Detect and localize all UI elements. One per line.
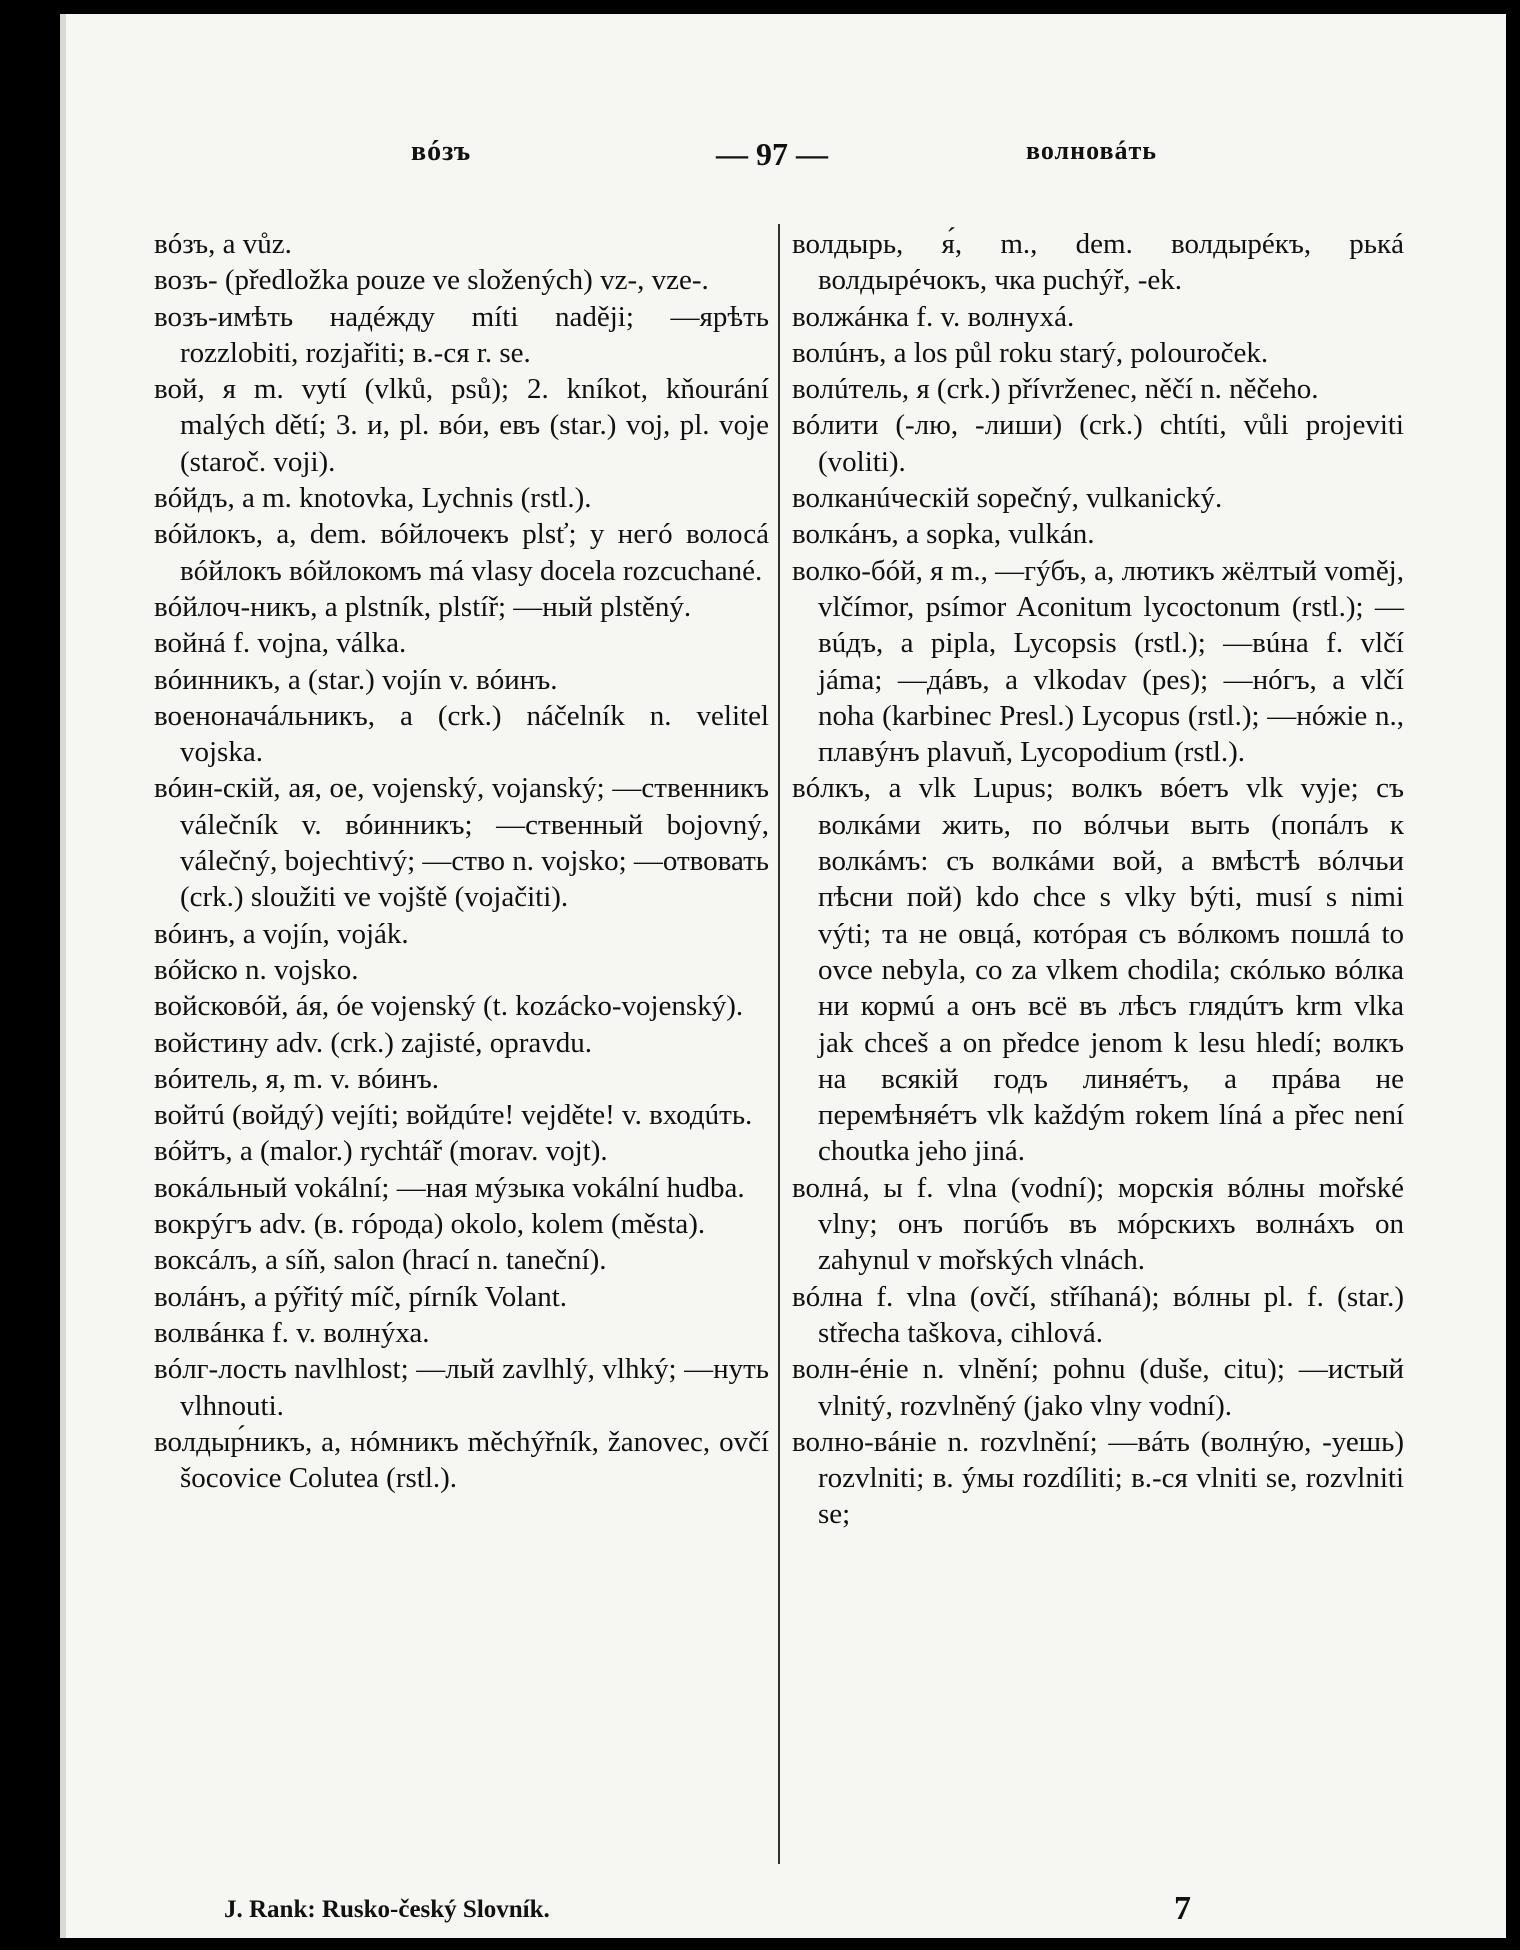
entry: волканúческій sopečný, vulkanický. — [792, 482, 1223, 515]
entry: вóлити (-лю, -лиши) (crk.) chtíti, vůli projeviti (voliti). — [792, 409, 1404, 478]
entry: возъ-имѣть надéжду míti naději; —ярѣть rozzlobiti, rozjařiti; в.-ся r. se. — [154, 300, 769, 369]
entry: вокáльный vokální; —ная мýзыка vokální hudba. — [154, 1171, 745, 1204]
entry: вóитель, я, m. v. вóинъ. — [154, 1062, 439, 1095]
footer-signature: J. Rank: Rusko-český Slovník. — [224, 1896, 550, 1923]
running-header — [66, 136, 1506, 186]
entry: волко-бóй, я m., —гýбъ, а, лютикъ жёлтый voměj, vlčímor, psímor Aconitum lycoctonum (rstl.); —вúдъ, а pipla, Lycopsis (rstl.); —вúна f. vlčí jáma; —дáвъ, а vlkodav (pes); —нóгъ, а vlčí noha (karbinec Presl.) Lycopus (rstl.); —нóжіе n., плавýнъ plavuň, Lycopodium (rstl.). — [792, 554, 1404, 769]
entry: вой, я m. vytí (vlků, psů); 2. kníkot, kňourání malých dětí; 3. и, pl. вóи, евъ (star.) voj, pl. voje (staroč. voji). — [154, 373, 769, 478]
entry: военоначáльникъ, а (crk.) náčelník n. velitel vojska. — [154, 699, 769, 769]
entry: войсковóй, áя, óе vojenský (t. kozácko-vojenský). — [154, 990, 744, 1023]
entry: вóйлокъ, а, dem. вóйлочекъ plsť; у негó волосá вóйлокъ вóйлокомъ má vlasy docela rozcuchané. — [154, 518, 769, 587]
entry: вóинъ, а vojín, voják. — [154, 917, 409, 950]
entry: волнá, ы f. vlna (vodní); морскія вóлны mořské vlny; онъ погúбъ въ мóрскихъ волнáхъ on zahynul v mořských vlnách. — [792, 1171, 1404, 1277]
entry: вóлг-лость navlhlost; —лый zavlhlý, vlhký; —нуть vlhnouti. — [154, 1353, 769, 1422]
entry: волно-вáніе n. rozvlnění; —вáть (волнýю, -уешь) rozvlniti; в. ýмы rozdíliti; в.-ся vlniti se, rozvlniti se; — [792, 1425, 1404, 1531]
entry: вóйлоч-никъ, а plstník, plstíř; —ный plstěný. — [154, 590, 692, 623]
entry: волжáнка f. v. волнухá. — [792, 300, 1075, 333]
entry: войстину adv. (crk.) zajisté, opravdu. — [154, 1026, 593, 1059]
entry: волдыр́никъ, а, нóмникъ měchýřník, žanovec, ovčí šocovice Colutea (rstl.). — [154, 1425, 769, 1495]
header-left-guideword: вóзъ — [411, 136, 472, 167]
entry: волúтель, я (crk.) přívrženec, něčí n. něčeho. — [792, 373, 1319, 406]
entry: вóйдъ, а m. knotovka, Lychnis (rstl.). — [154, 482, 592, 515]
entry: волúнъ, а los půl roku starý, polouroček. — [792, 336, 1269, 369]
entry: вóйско n. vojsko. — [154, 953, 359, 986]
dictionary-page — [60, 14, 1506, 1938]
right-column — [792, 226, 1404, 1533]
entry: воксáлъ, а síň, salon (hrací n. taneční). — [154, 1244, 607, 1277]
entry: вóзъ, а vůz. — [154, 228, 292, 260]
entry: вокрýгъ adv. (в. гóрода) okolo, kolem (města). — [154, 1208, 706, 1241]
page-number-header: — 97 — — [716, 136, 828, 172]
column-divider — [778, 224, 780, 1864]
entry: войнá f. vojna, válka. — [154, 627, 407, 660]
entry: вóлкъ, а vlk Lupus; волкъ вóетъ vlk vyje; съ волкáми жить, по вóлчьи выть (попáлъ к волкáмъ: съ волкáми вой, а вмѣстѣ вóлчьи пѣсни пой) kdo chce s vlky býti, musí s nimi výti; та не овцá, котóрая съ вóлкомъ пошлá to ovce nebyla, co za vlkem chodila; скóлько вóлка ни кормú а онъ всё въ лѣсъ глядúтъ krm vlka jak chceš a on předce jenom k lesu hledí; волкъ на всякій годъ линяéтъ, а прáва не перемѣняéтъ vlk každým rokem líná a přec není choutka jeho jiná. — [792, 772, 1404, 1168]
entry: вóин-скій, ая, ое, vojenský, vojanský; —ственникъ válečník v. вóинникъ; —ственный bojovný, válečný, bojechtivý; —ство n. vojsko; —отвовать (crk.) sloužiti ve vojště (vojačiti). — [154, 772, 769, 914]
header-right-guideword: волновáть — [1026, 136, 1158, 165]
entry: вóинникъ, а (star.) vojín v. вóинъ. — [154, 663, 558, 696]
entry: вóлна f. vlna (ovčí, stříhaná); вóлны pl. f. (star.) střecha taškova, cihlová. — [792, 1280, 1404, 1349]
entry: волкáнъ, а sopka, vulkán. — [792, 518, 1095, 551]
entry: волвáнка f. v. волнýха. — [154, 1316, 430, 1349]
entry: волáнъ, а pýřitý míč, pírník Volant. — [154, 1280, 568, 1313]
entry: волн-éніе n. vlnění; pohnu (duše, citu); —истый vlnitý, rozvlněný (jako vlny vodní). — [792, 1353, 1404, 1422]
entry: возъ- (předložka pouze ve složených) vz-, vze-. — [154, 264, 709, 297]
entry: волдырь, я́, m., dem. волдырéкъ, рькá волдырéчокъ, чка puchýř, -ek. — [792, 228, 1404, 297]
entry: вóйтъ, а (malor.) rychtář (morav. vojt). — [154, 1135, 608, 1168]
left-column — [154, 226, 769, 1496]
entry: войтú (войдý) vejíti; войдúте! vejděte! v. входúть. — [154, 1099, 753, 1132]
signature-number: 7 — [1174, 1890, 1191, 1927]
